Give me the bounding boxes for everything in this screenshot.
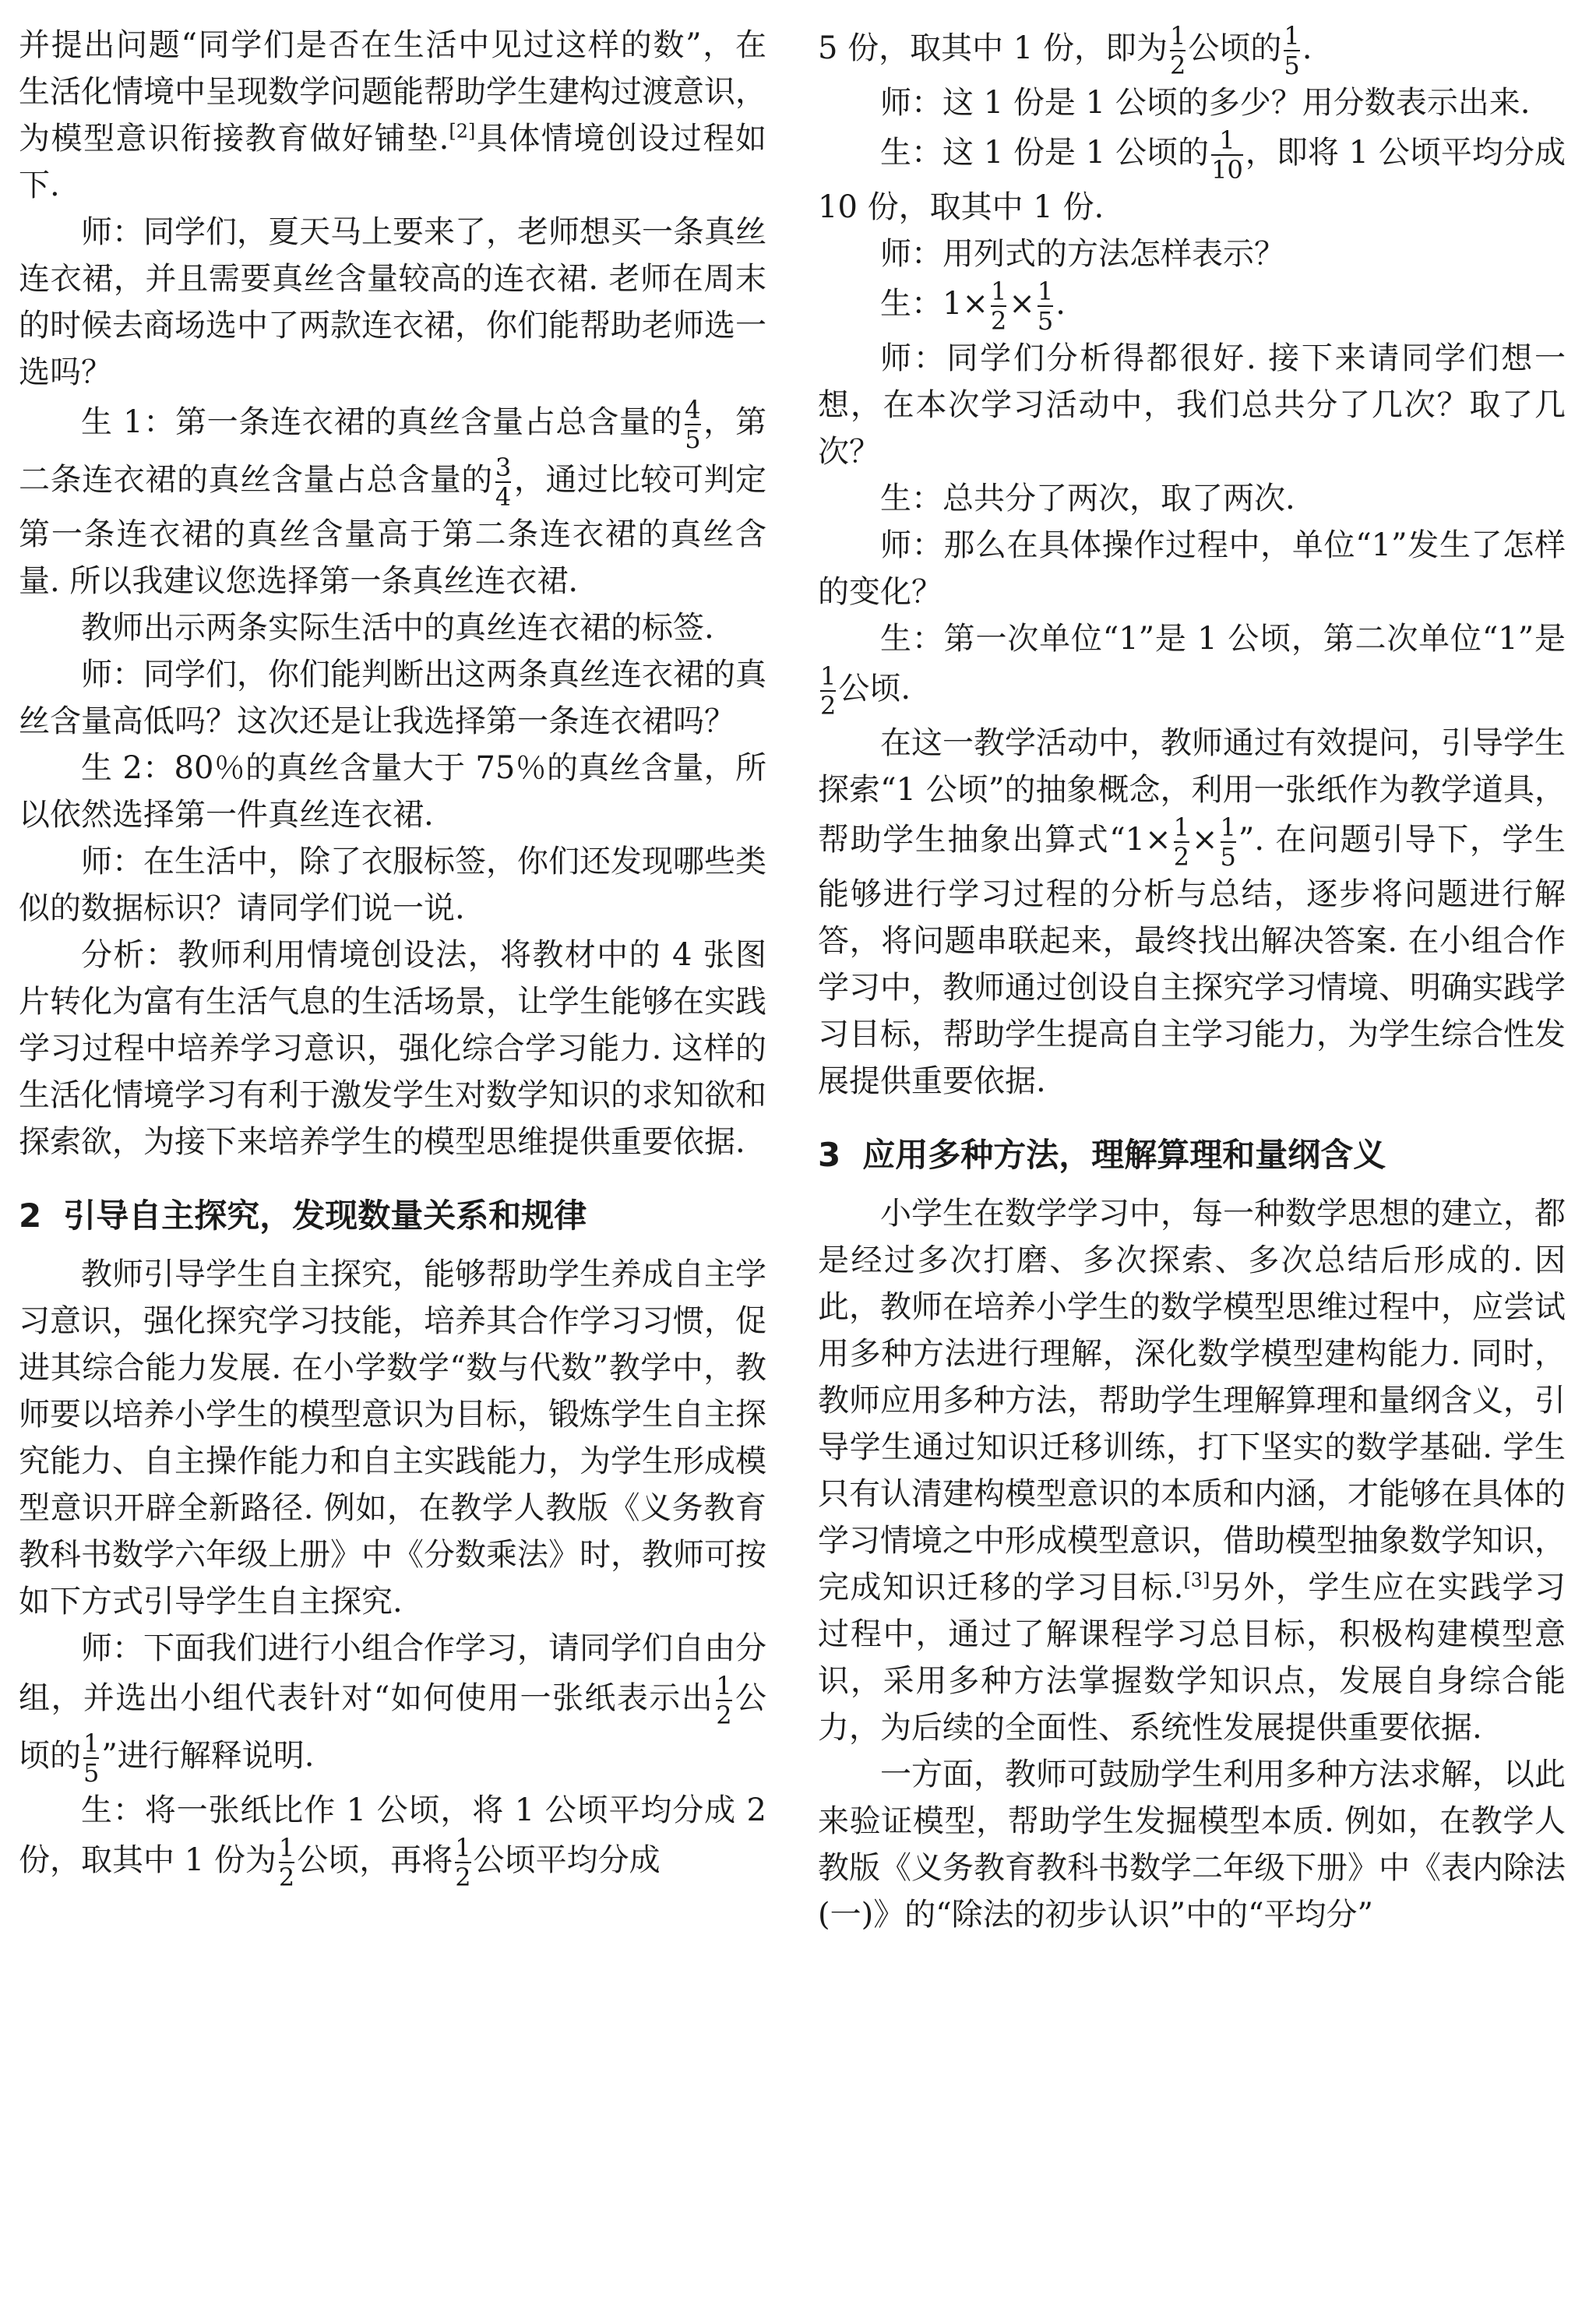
paragraph: [19, 22, 766, 209]
paragraph: [818, 277, 1566, 335]
fraction: [1170, 22, 1186, 79]
paragraph-text: 小学生在数学学习中，每一种数学思想的建立，都是经过多次打磨、多次探索、多次总结后形成的. 因此，教师在培养小学生的数学模型思维过程中，应尝试用多种方法进行理解，深化数学模型建构能力. 同时，教师应用多种方法，帮助学生理解算理和量纲含义，引导学生通过知识迁移训练，打下坚实的数学基础. 学生只有认清建构模型意识的本质和内涵，才能够在具体的学习情境之中形成模型意识，借助模型抽象数学知识，完成知识迁移的学习目标.: [818, 1196, 1566, 1605]
fraction-denominator: 4: [495, 482, 512, 512]
paragraph-text: ”. 在问题引导下，学生能够进行学习过程的分析与总结，逐步将问题进行解答，将问题串联起来，最终找出解决答案. 在小组合作学习中，教师通过创设自主探究学习情境、明确实践学习目标，帮助学生提高自主学习能力，为学生综合性发展提供重要依据.: [818, 822, 1566, 1099]
paragraph: [818, 1190, 1566, 1751]
paragraph: 师：同学们，夏天马上要来了，老师想买一条真丝连衣裙，并且需要真丝含量较高的连衣裙. 老师在周末的时候去商场选中了两款连衣裙，你们能帮助老师选一选吗？: [19, 214, 766, 390]
fraction: [716, 1672, 731, 1729]
fraction-denominator: 2: [716, 1700, 732, 1730]
section-heading: [818, 1131, 1566, 1179]
paragraph: 师：在生活中，除了衣服标签，你们还发现哪些类似的数据标识？请同学们说一说.: [19, 844, 766, 926]
paragraph-text: 师：下面我们进行小组合作学习，请同学们自由分组，并选出小组代表针对“如何使用一张纸表示出: [19, 1630, 766, 1716]
paragraph-text: ，第二条连衣裙的真丝含量占总含量的: [19, 404, 766, 498]
fraction-numerator: 3: [495, 453, 512, 482]
paragraph-text: 在这一教学活动中，教师通过有效提问，引导学生探索“1 公顷”的抽象概念，利用一张纸作为教学道具，帮助学生抽象出算式“1×: [818, 725, 1566, 858]
paragraph: 分析：教师利用情境创设法，将教材中的 4 张图片转化为富有生活气息的生活场景，让学生能够在实践学习过程中培养学习意识，强化综合学习能力. 这样的生活化情境学习有利于激发学生对数学知识的求知欲和探索欲，为接下来培养学生的模型思维提供重要依据.: [19, 937, 766, 1160]
paragraph-text: 公顷.: [838, 671, 911, 707]
fraction-denominator: 5: [83, 1758, 100, 1788]
paragraph-text: .: [1055, 286, 1066, 322]
fraction: [495, 453, 511, 511]
paragraph-text: ×: [1192, 822, 1218, 858]
fraction-denominator: 5: [1284, 51, 1300, 80]
fraction-numerator: 1: [455, 1833, 471, 1863]
fraction-numerator: 1: [990, 277, 1007, 306]
fraction-numerator: 1: [278, 1833, 295, 1863]
paragraph-text: 生：这 1 份是 1 公顷的: [880, 135, 1210, 171]
fraction: [685, 396, 700, 453]
paragraph-text: 公顷，再将: [297, 1842, 453, 1878]
paragraph: 一方面，教师可鼓励学生利用多种方法求解，以此来验证模型，帮助学生发掘模型本质. 例如，在教学人教版《义务教育教科书数学二年级下册》中《表内除法(一)》的“除法的初步认识”中的“平均分”: [818, 1757, 1566, 1933]
fraction-numerator: 1: [83, 1729, 100, 1758]
paragraph-text: 生：1×: [880, 286, 988, 322]
fraction-denominator: 10: [1211, 155, 1243, 185]
fraction-numerator: 4: [685, 395, 701, 425]
section-title: 引导自主探究，发现数量关系和规律: [63, 1197, 587, 1235]
paragraph: 师：用列式的方法怎样表示？: [880, 236, 1285, 272]
fraction-denominator: 2: [278, 1863, 295, 1892]
paragraph: [19, 396, 766, 604]
paragraph: 师：同学们，你们能判断出这两条真丝连衣裙的真丝含量高低吗？这次还是让我选择第一条连衣裙吗？: [19, 657, 766, 739]
paragraph-text: 5 份，取其中 1 份，即为: [818, 30, 1168, 66]
paragraph-text: ，即将 1 公顷平均分成 10 份，取其中 1 份.: [818, 135, 1566, 225]
paragraph: [818, 720, 1566, 1105]
paragraph: 教师引导学生自主探究，能够帮助学生养成自主学习意识，强化探究学习技能，培养其合作学习习惯，促进其综合能力发展. 在小学数学“数与代数”教学中，教师要以培养小学生的模型意识为目标，锻炼学生自主探究能力、自主操作能力和自主实践能力，为学生形成模型意识开辟全新路径. 例如，在教学人教版《义务教育教科书数学六年级上册》中《分数乘法》时，教师可按如下方式引导学生自主探究.: [19, 1256, 766, 1619]
paragraph-text: 生：第一次单位“1”是 1 公顷，第二次单位“1”是: [880, 621, 1566, 657]
fraction: [1211, 126, 1243, 184]
fraction: [820, 662, 836, 720]
citation-ref: [2]: [449, 120, 476, 143]
fraction-denominator: 5: [1220, 842, 1236, 872]
fraction: [1174, 813, 1189, 871]
paragraph-text: 公顷的: [19, 1680, 767, 1774]
paragraph: [818, 126, 1566, 231]
citation-ref: [3]: [1183, 1569, 1210, 1591]
fraction-numerator: 1: [1219, 125, 1235, 155]
fraction: [279, 1834, 294, 1891]
fraction-numerator: 1: [716, 1671, 732, 1700]
paragraph-text: ”进行解释说明.: [101, 1738, 315, 1774]
fraction-numerator: 1: [820, 661, 837, 691]
fraction: [455, 1834, 470, 1891]
section-title: 应用多种方法，理解算理和量纲含义: [862, 1136, 1386, 1174]
fraction-denominator: 5: [1037, 306, 1054, 336]
fraction-denominator: 2: [1170, 51, 1186, 80]
section-number: 3: [818, 1136, 841, 1174]
paragraph-text: 生：将一张纸比作 1 公顷，将 1 公顷平均分成 2 份，取其中 1 份为: [19, 1792, 766, 1878]
fraction-denominator: 2: [820, 691, 837, 721]
fraction-denominator: 5: [685, 425, 701, 454]
fraction: [991, 277, 1006, 335]
paragraph-text: ×: [1009, 286, 1035, 322]
paragraph: [818, 22, 1566, 79]
left-column: [19, 22, 766, 1891]
fraction: [1038, 277, 1053, 335]
fraction-denominator: 2: [455, 1863, 471, 1892]
fraction-numerator: 1: [1284, 21, 1300, 51]
paragraph-text: 另外，学生应在实践学习过程中，通过了解课程学习总目标，积极构建模型意识，采用多种方法掌握数学知识点，发展自身综合能力，为后续的全面性、系统性发展提供重要依据.: [818, 1570, 1566, 1746]
paragraph-text: 公顷的: [1188, 30, 1282, 66]
paragraph: 生：总共分了两次，取了两次.: [880, 481, 1295, 516]
fraction-numerator: 1: [1037, 277, 1054, 306]
paragraph: 教师出示两条实际生活中的真丝连衣裙的标签.: [81, 610, 714, 646]
paragraph: 师：那么在具体操作过程中，单位“1”发生了怎样的变化？: [818, 527, 1566, 610]
fraction-numerator: 1: [1220, 812, 1236, 842]
fraction-denominator: 2: [990, 306, 1007, 336]
paragraph: [19, 1787, 766, 1891]
fraction: [83, 1729, 99, 1787]
section-heading: [19, 1192, 766, 1240]
fraction-numerator: 1: [1173, 812, 1189, 842]
paragraph: 生 2：80％的真丝含量大于 75％的真丝含量，所以依然选择第一件真丝连衣裙.: [19, 750, 766, 833]
paragraph-text: 具体情境创设过程如下.: [19, 121, 767, 203]
paragraph: 师：这 1 份是 1 公顷的多少？用分数表示出来.: [880, 85, 1531, 121]
paragraph-text: 并提出问题“同学们是否在生活中见过这样的数”，在生活化情境中呈现数学问题能帮助学生建构过渡意识，为模型意识衔接教育做好铺垫.: [19, 27, 766, 157]
paragraph: 师：同学们分析得都很好. 接下来请同学们想一想，在本次学习活动中，我们总共分了几次？取了几次？: [818, 340, 1566, 470]
fraction-denominator: 2: [1173, 842, 1189, 872]
paragraph: [818, 615, 1566, 720]
paragraph-text: 公顷平均分成: [473, 1842, 661, 1878]
paragraph-text: 生 1：第一条连衣裙的真丝含量占总含量的: [81, 404, 683, 440]
paragraph: [19, 1625, 766, 1787]
fraction-numerator: 1: [1170, 21, 1186, 51]
fraction: [1284, 22, 1299, 79]
paragraph-text: .: [1302, 30, 1312, 66]
right-column: [818, 22, 1566, 1938]
paragraph-text: ，通过比较可判定第一条连衣裙的真丝含量高于第二条连衣裙的真丝含量. 所以我建议您选择第一条真丝连衣裙.: [19, 462, 767, 599]
section-number: 2: [19, 1197, 42, 1235]
fraction: [1221, 813, 1236, 871]
